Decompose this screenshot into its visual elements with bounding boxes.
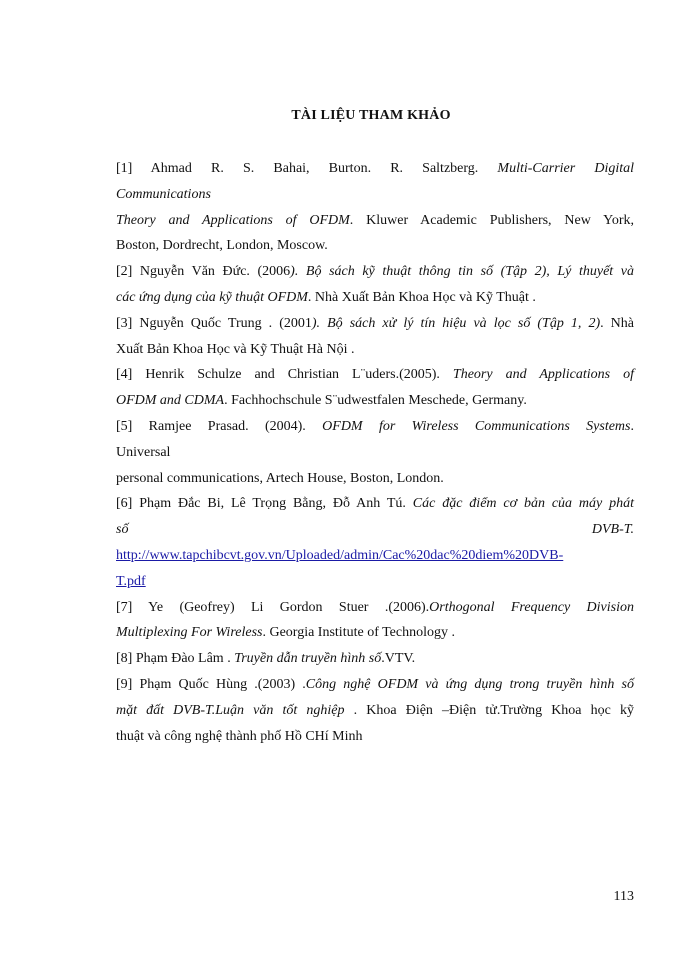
reference-2-line: các ứng dụng của kỹ thuật OFDM. Nhà Xuất Bản Khoa Học và Kỹ Thuật . — [116, 289, 536, 305]
reference-6-line: số DVB-T. — [116, 522, 634, 538]
reference-5: [5] Ramjee Prasad. (2004). OFDM for Wireless Communications Systems. — [116, 418, 634, 434]
reference-1-line: Boston, Dordrecht, London, Moscow. — [116, 238, 328, 254]
reference-9-line: mặt đất DVB-T.Luận văn tốt nghiệp . Khoa Điện –Điện tử.Trường Khoa học kỹ — [116, 702, 634, 718]
page-title: TÀI LIỆU THAM KHẢO — [291, 108, 451, 123]
reference-8: [8] Phạm Đào Lâm . Truyền dẫn truyền hình số.VTV. — [116, 651, 416, 667]
reference-list — [116, 156, 634, 749]
reference-5-line: personal communications, Artech House, Boston, London. — [116, 470, 444, 486]
reference-7: [7] Ye (Geofrey) Li Gordon Stuer .(2006).Orthogonal Frequency Division — [116, 599, 634, 615]
reference-5-line: Universal — [116, 444, 171, 460]
reference-3: [3] Nguyễn Quốc Trung . (2001). Bộ sách xử lý tín hiệu và lọc số (Tập 1, 2). Nhà — [116, 315, 634, 331]
reference-4-line: OFDM and CDMA. Fachhochschule S¨udwestfalen Meschede, Germany. — [116, 393, 527, 409]
reference-4: [4] Henrik Schulze and Christian L¨uders.(2005). Theory and Applications of — [116, 367, 634, 383]
reference-9-line: thuật và công nghệ thành phố Hồ CHí Minh — [116, 728, 363, 744]
reference-3-line: Xuất Bản Khoa Học và Kỹ Thuật Hà Nội . — [116, 341, 355, 357]
reference-2: [2] Nguyễn Văn Đức. (2006). Bộ sách kỹ thuật thông tin số (Tập 2), Lý thuyết và — [116, 264, 635, 280]
reference-9: [9] Phạm Quốc Hùng .(2003) .Công nghệ OFDM và ứng dụng trong truyền hình số — [116, 676, 634, 692]
reference-6: [6] Phạm Đắc Bi, Lê Trọng Bằng, Đỗ Anh Tú. Các đặc điểm cơ bản của máy phát — [116, 496, 635, 512]
reference-1-line: Communications — [116, 186, 211, 202]
reference-6-url[interactable]: http://www.tapchibcvt.gov.vn/Uploaded/admin/Cac%20dac%20diem%20DVB- — [116, 547, 564, 563]
reference-1-line: Theory and Applications of OFDM. Kluwer Academic Publishers, New York, — [116, 212, 634, 228]
page-number: 113 — [613, 889, 634, 904]
reference-7-line: Multiplexing For Wireless. Georgia Institute of Technology . — [116, 625, 455, 641]
reference-6-link[interactable] — [116, 569, 634, 595]
reference-6-link[interactable] — [116, 543, 634, 569]
reference-1: [1] Ahmad R. S. Bahai, Burton. R. Saltzberg. Multi-Carrier Digital — [116, 161, 634, 176]
reference-6-url-end[interactable]: T.pdf — [116, 573, 146, 589]
